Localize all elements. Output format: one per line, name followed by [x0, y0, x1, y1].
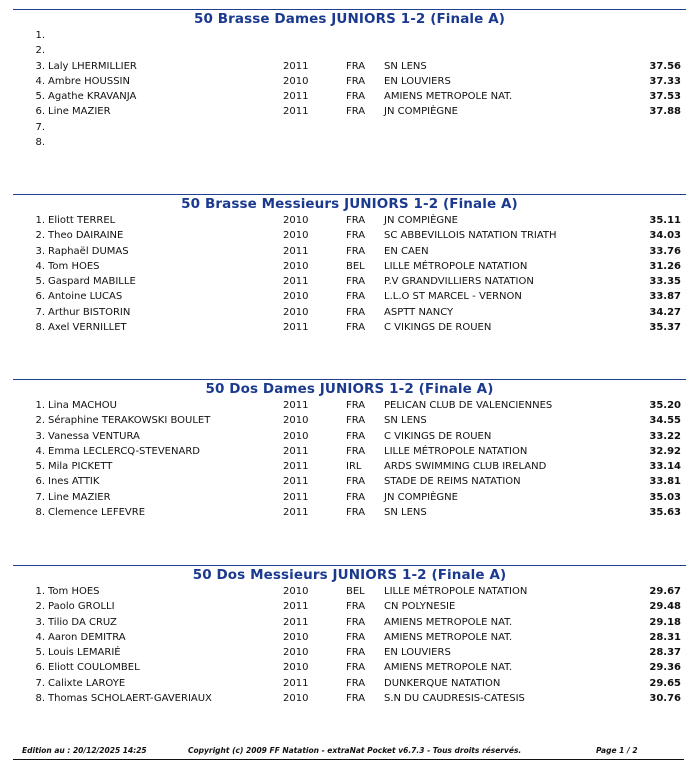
swimmer-name: Tom HOES: [48, 260, 100, 272]
birth-year: 2011: [283, 91, 309, 103]
swimmer-name: Gaspard MABILLE: [48, 276, 136, 288]
result-row: [13, 413, 686, 428]
club-name: EN CAEN: [384, 245, 429, 257]
rank: 1.: [35, 30, 45, 41]
swimmer-name: Antoine LUCAS: [48, 291, 123, 303]
race-time: 35.63: [649, 507, 681, 519]
club-name: PELICAN CLUB DE VALENCIENNES: [384, 400, 553, 411]
section-rule: [13, 194, 686, 195]
nationality: FRA: [346, 106, 366, 118]
result-row: [13, 505, 686, 520]
section-rule: [13, 379, 686, 380]
rank: 2.: [35, 601, 45, 613]
race-time: 35.20: [649, 400, 681, 411]
swimmer-name: Line MAZIER: [48, 491, 111, 503]
nationality: FRA: [346, 693, 366, 705]
race-time: 34.55: [649, 415, 681, 427]
swimmer-name: Arthur BISTORIN: [48, 306, 131, 318]
nationality: FRA: [346, 491, 366, 503]
result-row: [13, 305, 686, 320]
nationality: FRA: [346, 291, 366, 303]
swimmer-name: Aaron DEMITRA: [48, 631, 126, 643]
club-name: JN COMPIÈGNE: [384, 106, 458, 118]
result-row: [13, 691, 686, 706]
club-name: AMIENS METROPOLE NAT.: [384, 91, 513, 103]
nationality: FRA: [346, 91, 366, 103]
result-row: [13, 28, 686, 43]
race-time: 29.18: [649, 616, 681, 628]
rank: 2.: [35, 45, 45, 57]
nationality: FRA: [346, 677, 366, 689]
result-row: [13, 289, 686, 304]
club-name: AMIENS METROPOLE NAT.: [384, 631, 513, 643]
rank: 5.: [35, 91, 45, 103]
club-name: JN COMPIÈGNE: [384, 491, 458, 503]
race-time: 37.53: [649, 91, 681, 103]
club-name: C VIKINGS DE ROUEN: [384, 322, 492, 334]
club-name: AMIENS METROPOLE NAT.: [384, 616, 513, 628]
section-title: 50 Dos Dames JUNIORS 1-2 (Finale A): [205, 381, 494, 397]
swimmer-name: Raphaël DUMAS: [48, 245, 129, 257]
race-time: 33.35: [649, 276, 681, 288]
swimmer-name: Laly LHERMILLIER: [48, 60, 137, 72]
rank: 1.: [35, 586, 45, 597]
race-time: 33.76: [649, 245, 681, 257]
swimmer-name: Tilio DA CRUZ: [48, 616, 117, 628]
nationality: FRA: [346, 415, 366, 427]
nationality: FRA: [346, 245, 366, 257]
nationality: BEL: [346, 586, 365, 597]
results-list: [13, 584, 686, 706]
swimmer-name: Mila PICKETT: [48, 461, 113, 473]
race-time: 33.14: [649, 461, 681, 473]
swimmer-name: Tom HOES: [48, 586, 100, 597]
rank: 5.: [35, 276, 45, 288]
race-time: 28.31: [649, 631, 681, 643]
results-section-dos-messieurs: [13, 565, 686, 706]
nationality: FRA: [346, 75, 366, 87]
section-title: 50 Brasse Dames JUNIORS 1-2 (Finale A): [193, 11, 506, 27]
rank: 7.: [35, 306, 45, 318]
club-name: EN LOUVIERS: [384, 75, 451, 87]
nationality: FRA: [346, 647, 366, 659]
birth-year: 2010: [283, 415, 309, 427]
nationality: FRA: [346, 400, 366, 411]
birth-year: 2011: [283, 677, 309, 689]
club-name: AMIENS METROPOLE NAT.: [384, 662, 513, 674]
result-row: [13, 444, 686, 459]
swimmer-name: Thomas SCHOLAERT-GAVERIAUX: [48, 693, 212, 705]
birth-year: 2010: [283, 647, 309, 659]
result-row: [13, 459, 686, 474]
result-row: [13, 474, 686, 489]
race-time: 29.67: [649, 586, 681, 597]
birth-year: 2010: [283, 631, 309, 643]
result-row: [13, 599, 686, 614]
nationality: FRA: [346, 215, 366, 226]
swimmer-name: Axel VERNILLET: [48, 322, 127, 334]
club-name: SN LENS: [384, 415, 427, 427]
race-time: 35.11: [649, 215, 681, 226]
result-row: [13, 89, 686, 104]
birth-year: 2011: [283, 106, 309, 118]
rank: 8.: [35, 137, 45, 149]
rank: 4.: [35, 75, 45, 87]
result-row: [13, 228, 686, 243]
birth-year: 2011: [283, 276, 309, 288]
birth-year: 2011: [283, 400, 309, 411]
race-time: 37.56: [649, 60, 681, 72]
birth-year: 2010: [283, 230, 309, 242]
swimmer-name: Clemence LEFEVRE: [48, 507, 146, 519]
swimmer-name: Ines ATTIK: [48, 476, 100, 488]
result-row: [13, 630, 686, 645]
result-row: [13, 259, 686, 274]
rank: 3.: [35, 60, 45, 72]
nationality: FRA: [346, 306, 366, 318]
nationality: FRA: [346, 476, 366, 488]
copyright-notice: Copyright (c) 2009 FF Natation - extraNat Pocket v6.7.3 - Tous droits réservés.: [188, 746, 522, 755]
rank: 4.: [35, 445, 45, 457]
nationality: FRA: [346, 230, 366, 242]
race-time: 35.37: [649, 322, 681, 334]
result-row: [13, 104, 686, 119]
results-section-brasse-dames: [13, 9, 686, 150]
results-list: [13, 28, 686, 150]
birth-year: 2011: [283, 60, 309, 72]
result-row: [13, 645, 686, 660]
rank: 6.: [35, 106, 45, 118]
club-name: CN POLYNESIE: [384, 601, 456, 613]
nationality: BEL: [346, 260, 365, 272]
result-row: [13, 59, 686, 74]
rank: 4.: [35, 260, 45, 272]
section-title: 50 Dos Messieurs JUNIORS 1-2 (Finale A): [192, 567, 507, 583]
results-list: [13, 398, 686, 520]
birth-year: 2010: [283, 693, 309, 705]
club-name: LILLE MÉTROPOLE NATATION: [384, 445, 528, 457]
rank: 8.: [35, 507, 45, 519]
result-row: [13, 120, 686, 135]
race-time: 34.03: [649, 230, 681, 242]
nationality: FRA: [346, 507, 366, 519]
result-row: [13, 244, 686, 259]
rank: 1.: [35, 215, 45, 226]
club-name: SN LENS: [384, 507, 427, 519]
race-time: 29.65: [649, 677, 681, 689]
nationality: FRA: [346, 631, 366, 643]
race-time: 28.37: [649, 647, 681, 659]
birth-year: 2011: [283, 445, 309, 457]
result-row: [13, 584, 686, 599]
swimmer-name: Calixte LAROYE: [48, 677, 126, 689]
swimmer-name: Theo DAIRAINE: [48, 230, 124, 242]
nationality: FRA: [346, 430, 366, 442]
club-name: EN LOUVIERS: [384, 647, 451, 659]
rank: 1.: [35, 400, 45, 411]
birth-year: 2011: [283, 491, 309, 503]
page-footer: [13, 745, 684, 760]
rank: 3.: [35, 430, 45, 442]
birth-year: 2011: [283, 461, 309, 473]
rank: 4.: [35, 631, 45, 643]
swimmer-name: Ambre HOUSSIN: [48, 75, 130, 87]
nationality: FRA: [346, 616, 366, 628]
club-name: L.L.O ST MARCEL - VERNON: [384, 291, 522, 303]
race-time: 33.22: [649, 430, 681, 442]
rank: 2.: [35, 230, 45, 242]
race-time: 30.76: [649, 693, 681, 705]
swimmer-name: Line MAZIER: [48, 106, 111, 118]
club-name: STADE DE REIMS NATATION: [384, 476, 521, 488]
birth-year: 2010: [283, 260, 309, 272]
edition-date: Edition au : 20/12/2025 14:25: [22, 746, 147, 755]
rank: 3.: [35, 245, 45, 257]
birth-year: 2010: [283, 215, 309, 226]
birth-year: 2011: [283, 507, 309, 519]
race-time: 29.48: [649, 601, 681, 613]
club-name: LILLE MÉTROPOLE NATATION: [384, 586, 528, 597]
race-time: 33.87: [649, 291, 681, 303]
race-time: 33.81: [649, 476, 681, 488]
birth-year: 2010: [283, 75, 309, 87]
results-section-dos-dames: [13, 379, 686, 520]
nationality: IRL: [346, 461, 362, 473]
result-row: [13, 213, 686, 228]
swimmer-name: Lina MACHOU: [48, 400, 117, 411]
nationality: FRA: [346, 322, 366, 334]
rank: 7.: [35, 121, 45, 133]
rank: 6.: [35, 662, 45, 674]
result-row: [13, 660, 686, 675]
club-name: SC ABBEVILLOIS NATATION TRIATH: [384, 230, 557, 242]
race-time: 37.88: [649, 106, 681, 118]
result-row: [13, 398, 686, 413]
rank: 8.: [35, 693, 45, 705]
rank: 7.: [35, 677, 45, 689]
result-row: [13, 320, 686, 335]
birth-year: 2011: [283, 616, 309, 628]
result-row: [13, 429, 686, 444]
nationality: FRA: [346, 276, 366, 288]
rank: 7.: [35, 491, 45, 503]
result-row: [13, 490, 686, 505]
result-row: [13, 274, 686, 289]
swimmer-name: Eliott COULOMBEL: [48, 662, 140, 674]
swimmer-name: Emma LECLERCQ-STEVENARD: [48, 445, 200, 457]
birth-year: 2011: [283, 322, 309, 334]
page-number: Page 1 / 2: [596, 746, 638, 755]
nationality: FRA: [346, 60, 366, 72]
result-row: [13, 74, 686, 89]
rank: 6.: [35, 291, 45, 303]
birth-year: 2010: [283, 662, 309, 674]
birth-year: 2011: [283, 601, 309, 613]
birth-year: 2010: [283, 306, 309, 318]
club-name: ARDS SWIMMING CLUB IRELAND: [384, 461, 547, 473]
section-rule: [13, 9, 686, 10]
race-time: 35.03: [649, 491, 681, 503]
club-name: JN COMPIÈGNE: [384, 215, 458, 226]
birth-year: 2010: [283, 430, 309, 442]
birth-year: 2010: [283, 586, 309, 597]
results-list: [13, 213, 686, 335]
results-section-brasse-messieurs: [13, 194, 686, 335]
rank: 6.: [35, 476, 45, 488]
swimmer-name: Paolo GROLLI: [48, 601, 115, 613]
race-time: 31.26: [649, 260, 681, 272]
result-row: [13, 43, 686, 58]
birth-year: 2011: [283, 245, 309, 257]
club-name: C VIKINGS DE ROUEN: [384, 430, 492, 442]
swimmer-name: Louis LEMARIÉ: [48, 647, 121, 659]
nationality: FRA: [346, 601, 366, 613]
rank: 3.: [35, 616, 45, 628]
race-time: 29.36: [649, 662, 681, 674]
result-row: [13, 676, 686, 691]
race-time: 34.27: [649, 306, 681, 318]
result-row: [13, 135, 686, 150]
section-rule: [13, 565, 686, 566]
rank: 5.: [35, 461, 45, 473]
swimmer-name: Eliott TERREL: [48, 215, 116, 226]
swimmer-name: Vanessa VENTURA: [48, 430, 140, 442]
club-name: LILLE MÉTROPOLE NATATION: [384, 260, 528, 272]
result-row: [13, 615, 686, 630]
birth-year: 2011: [283, 476, 309, 488]
club-name: DUNKERQUE NATATION: [384, 677, 501, 689]
club-name: ASPTT NANCY: [384, 306, 454, 318]
race-time: 37.33: [649, 75, 681, 87]
swimmer-name: Agathe KRAVANJA: [48, 91, 137, 103]
swimmer-name: Séraphine TERAKOWSKI BOULET: [48, 415, 211, 427]
rank: 2.: [35, 415, 45, 427]
club-name: P.V GRANDVILLIERS NATATION: [384, 276, 534, 288]
nationality: FRA: [346, 662, 366, 674]
section-title: 50 Brasse Messieurs JUNIORS 1-2 (Finale A): [181, 196, 518, 212]
rank: 8.: [35, 322, 45, 334]
birth-year: 2010: [283, 291, 309, 303]
nationality: FRA: [346, 445, 366, 457]
club-name: SN LENS: [384, 60, 427, 72]
rank: 5.: [35, 647, 45, 659]
club-name: S.N DU CAUDRESIS-CATESIS: [384, 693, 525, 705]
race-time: 32.92: [649, 445, 681, 457]
